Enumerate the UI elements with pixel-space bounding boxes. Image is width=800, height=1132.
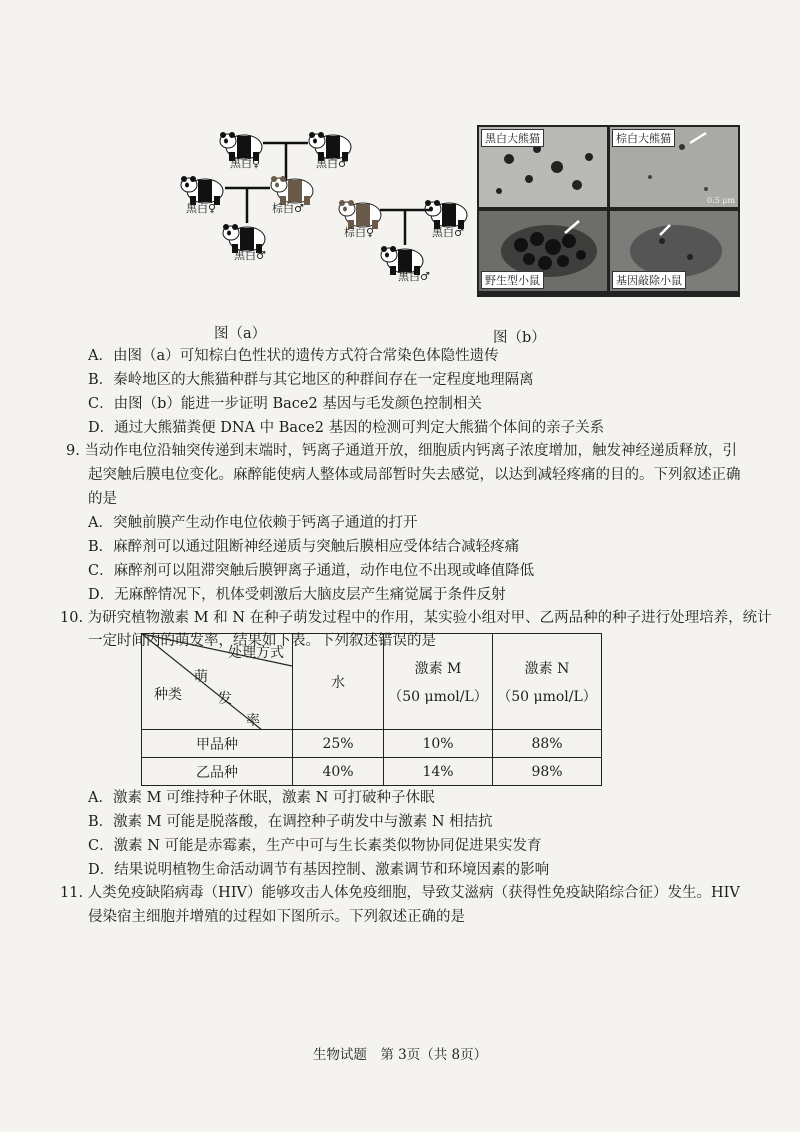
pedigree-label: 黑白♀ — [230, 157, 261, 170]
column-header-hormone-n — [493, 634, 602, 730]
micrograph-knockout-mouse — [610, 211, 738, 291]
corner-label-char: 率 — [246, 713, 260, 729]
table-corner-cell — [142, 634, 293, 730]
q10-option-d: D．结果说明植物生命活动调节有基因控制、激素调节和环境因素的影响 — [88, 862, 550, 878]
micrograph-label: 基因敲除小鼠 — [612, 271, 686, 289]
q9-option-b: B．麻醉剂可以通过阻断神经递质与突触后膜相应受体结合减轻疼痛 — [88, 539, 520, 555]
column-header-hormone-m — [384, 634, 493, 730]
germination-table — [141, 633, 602, 786]
column-header-water — [293, 634, 384, 730]
column-unit: （50 μmol/L） — [497, 688, 597, 705]
pedigree-label: 棕白♂ — [272, 202, 304, 215]
column-name: 水 — [331, 674, 345, 691]
q9-option-c: C．麻醉剂可以阻滞突触后膜钾离子通道，动作电位不出现或峰值降低 — [88, 563, 535, 579]
q9-option-a: A．突触前膜产生动作电位依赖于钙离子通道的打开 — [88, 515, 418, 531]
table-row — [142, 730, 602, 758]
q10-option-b: B．激素 M 可能是脱落酸，在调控种子萌发中与激素 N 相拮抗 — [88, 814, 493, 830]
pedigree-label: 棕白♀ — [344, 226, 375, 239]
page-footer: 生物试题 第 3页（共 8页） — [312, 1047, 488, 1063]
micrograph-label: 棕白大熊猫 — [612, 129, 675, 147]
table-row — [142, 758, 602, 786]
corner-species-label: 种类 — [154, 687, 182, 703]
q11-stem-line: 侵染宿主细胞并增殖的过程如下图所示。下列叙述正确的是 — [88, 909, 465, 925]
pedigree-label: 黑白♂ — [316, 157, 348, 170]
table-cell: 40% — [293, 758, 384, 786]
table-cell: 14% — [384, 758, 493, 786]
micrograph-brown-white-panda — [610, 127, 738, 207]
q11-stem-line: 11. 人类免疫缺陷病毒（HIV）能够攻击人体免疫细胞，导致艾滋病（获得性免疫缺陷综合征）发生。HIV — [60, 885, 740, 901]
micrograph-black-white-panda — [479, 127, 607, 207]
corner-treatment-label: 处理方式 — [228, 645, 284, 661]
q10-option-a: A．激素 M 可维持种子休眠，激素 N 可打破种子休眠 — [88, 790, 435, 806]
pedigree-label: 黑白♂ — [432, 226, 464, 239]
corner-label-char: 萌 — [194, 669, 208, 685]
mating-line-2 — [210, 185, 290, 225]
q9-stem-line: 起突触后膜电位变化。麻醉能使病人整体或局部暂时失去感觉，以达到减轻疼痛的目的。下列叙述正确 — [88, 467, 741, 483]
q8-option-a: A．由图（a）可知棕白色性状的遗传方式符合常染色体隐性遗传 — [88, 348, 499, 364]
row-label: 乙品种 — [142, 758, 293, 786]
micrograph-label: 黑白大熊猫 — [481, 129, 544, 147]
q9-option-d: D．无麻醉情况下，机体受刺激后大脑皮层产生痛觉属于条件反射 — [88, 587, 506, 603]
q10-stem-line: 一定时间内的萌发率，结果如下表。下列叙述错误的是 — [88, 633, 436, 649]
q8-option-c: C．由图（b）能进一步证明 Bace2 基因与毛发颜色控制相关 — [88, 396, 482, 412]
table-cell: 25% — [293, 730, 384, 758]
q10-option-c: C．激素 N 可能是赤霉素，生产中可与生长素类似物协同促进果实发育 — [88, 838, 542, 854]
micrograph-wild-type-mouse — [479, 211, 607, 291]
q9-stem-line: 的是 — [88, 491, 117, 507]
q9-stem-line: 9. 当动作电位沿轴突传递到末端时，钙离子通道开放，细胞质内钙离子浓度增加，触发神经递质释放，引 — [66, 443, 737, 459]
table-cell: 10% — [384, 730, 493, 758]
scale-bar-label: 0.5 μm — [706, 196, 735, 205]
table-cell: 88% — [493, 730, 602, 758]
figure-b-caption: 图（b） — [493, 330, 546, 346]
q8-option-b: B．秦岭地区的大熊猫种群与其它地区的种群间存在一定程度地理隔离 — [88, 372, 534, 388]
pedigree-label: 黑白♂ — [398, 270, 430, 283]
row-label: 甲品种 — [142, 730, 293, 758]
pedigree-label: 黑白♂ — [234, 249, 266, 262]
corner-label-char: 发 — [218, 691, 232, 707]
column-unit: （50 μmol/L） — [388, 688, 488, 705]
pedigree-label: 黑白♀ — [186, 202, 217, 215]
micrograph-label: 野生型小鼠 — [481, 271, 544, 289]
q10-stem-line: 10. 为研究植物激素 M 和 N 在种子萌发过程中的作用，某实验小组对甲、乙两品种的种子进行处理培养，统计 — [60, 610, 772, 626]
q8-option-d: D．通过大熊猫粪便 DNA 中 Bace2 基因的检测可判定大熊猫个体间的亲子关系 — [88, 420, 605, 436]
figure-a-caption: 图（a） — [214, 326, 267, 342]
column-name: 激素 M — [414, 660, 462, 677]
column-name: 激素 N — [524, 660, 570, 677]
table-cell: 98% — [493, 758, 602, 786]
mating-line-3 — [368, 207, 448, 247]
